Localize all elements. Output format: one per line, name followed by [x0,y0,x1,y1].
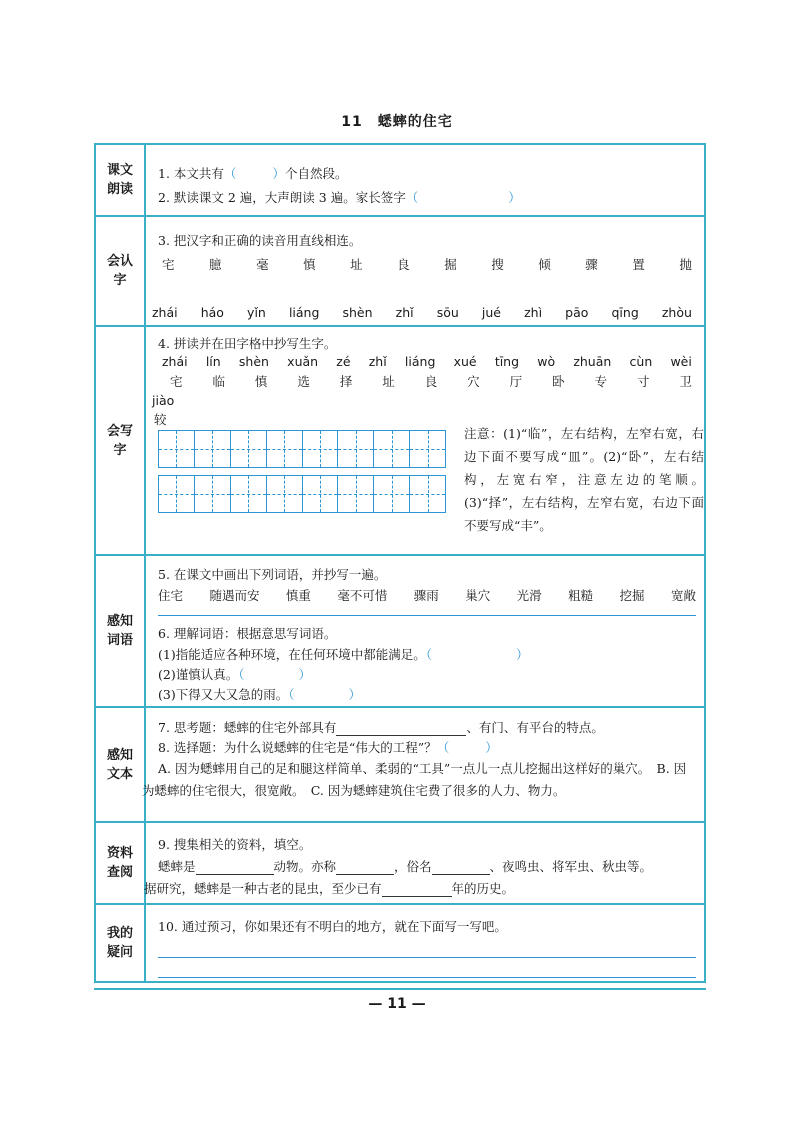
hanzi[interactable]: 良 [397,257,410,272]
section-research [96,823,704,905]
pinyin[interactable]: zhì [524,305,543,320]
answer-paren-open: （ [405,190,419,205]
hanzi-row [158,255,696,273]
worksheet-table [94,143,706,983]
extra-hanzi: 较 [154,412,167,427]
question-9-line-1: 蟋蟀是 动物。亦称 ，俗名 、夜鸣虫、将军虫、秋虫等。 [158,859,653,874]
pinyin[interactable]: zhǐ [395,305,414,320]
section-label: 感知文本 [96,708,146,821]
pinyin[interactable]: sōu [436,305,459,320]
answer-blank-9-b[interactable] [336,860,394,875]
question-9-line-2: 据研究，蟋蟀是一种古老的昆虫，至少已有 年的历史。 [144,881,515,896]
hanzi[interactable]: 倾 [538,257,551,272]
question-6-1: (1)指能适应各种环境，在任何环境中都能满足。（ ） [158,647,529,662]
section-recognize [96,217,704,327]
hanzi[interactable]: 臆 [209,257,222,272]
section-write [96,327,704,556]
pinyin[interactable]: zhái [152,305,178,320]
section-label: 我的疑问 [96,905,146,981]
pinyin[interactable]: shèn [342,305,373,320]
hanzi[interactable]: 宅 [162,257,175,272]
hanzi[interactable]: 骤 [585,257,598,272]
question-3: 3. 把汉字和正确的读音用直线相连。 [158,233,362,248]
answer-paren-close: ） [272,166,285,181]
pinyin[interactable]: qīng [611,305,639,320]
hanzi[interactable]: 置 [632,257,645,272]
pinyin[interactable]: zhòu [661,305,692,320]
section-words [96,556,704,708]
pinyin[interactable]: jué [481,305,501,320]
section-questions [96,905,704,981]
question-6: 6. 理解词语：根据意思写词语。 [158,626,337,641]
extra-pinyin: jiào [152,393,175,408]
writing-note: 注意：(1)“临”，左右结构，左窄右宽，右边下面不要写成“皿”。(2)“卧”，左右结构，左宽右窄，注意左边的笔顺。(3)“择”，左右结构，左窄右宽，右边下面不要写成“丰”。 [464,426,704,533]
question-writing-line-2[interactable] [158,977,696,978]
question-writing-line-1[interactable] [158,957,696,958]
pinyin[interactable]: háo [200,305,224,320]
hanzi[interactable]: 毫 [256,257,269,272]
answer-blank-9-c[interactable] [432,860,490,875]
question-9: 9. 搜集相关的资料，填空。 [158,837,312,852]
hanzi[interactable]: 抛 [679,257,692,272]
question-5: 5. 在课文中画出下列词语，并抄写一遍。 [158,567,387,582]
tianzige-grid-2[interactable] [158,475,446,513]
copy-writing-line[interactable] [158,615,696,616]
answer-blank-7[interactable] [336,721,466,736]
hanzi[interactable]: 掘 [444,257,457,272]
question-6-3: (3)下得又大又急的雨。（ ） [158,687,361,702]
section-text [96,708,704,823]
answer-paren-close: ） [508,190,521,205]
answer-blank-9-d[interactable] [382,882,452,897]
page-title: 11 蟋蟀的住宅 [341,114,453,130]
answer-blank-9-a[interactable] [196,860,274,875]
hanzi[interactable]: 慎 [303,257,316,272]
question-8: 8. 选择题：为什么说蟋蟀的住宅是“伟大的工程”？（ ） [158,740,498,755]
answer-paren-open: （ [223,166,237,181]
question-4: 4. 拼读并在田字格中抄写生字。 [158,336,337,351]
question-1: 1. 本文共有（ ）个自然段。 [158,166,348,181]
tianzige-grid-1[interactable] [158,430,446,468]
pinyin-row [148,305,696,320]
question-2: 2. 默读课文 2 遍，大声朗读 3 遍。家长签字（ ） [158,190,521,205]
question-6-2: (2)谨慎认真。（ ） [158,667,311,682]
write-hanzi-row: 宅 临 慎 选 择 址 良 穴 厅 卧 专 寸 卫 [170,374,692,389]
section-label: 资料查阅 [96,823,146,903]
pinyin[interactable]: yǐn [247,305,266,320]
question-7: 7. 思考题：蟋蟀的住宅外部具有 、有门、有平台的特点。 [158,720,604,735]
section-label: 会认字 [96,217,146,325]
hanzi[interactable]: 搜 [491,257,504,272]
question-10: 10. 通过预习，你如果还有不明白的地方，就在下面写一写吧。 [158,919,507,934]
section-reading [96,145,704,217]
write-pinyin-row: zhái lín shèn xuǎn zé zhǐ liáng xué tīng wò zhuān cùn wèi [162,354,692,369]
page-number: — 11 — [368,996,426,1012]
section-label: 课文朗读 [96,145,146,215]
word-list: 住宅 随遇而安 慎重 毫不可惜 骤雨 巢穴 光滑 粗糙 挖掘 宽敞 [158,588,696,603]
section-label: 会写字 [96,327,146,554]
pinyin[interactable]: liáng [288,305,320,320]
section-label: 感知词语 [96,556,146,706]
hanzi[interactable]: 址 [350,257,363,272]
bottom-rule [94,988,706,990]
pinyin[interactable]: pāo [565,305,589,320]
question-8-options: A. 因为蟋蟀用自己的足和腿这样简单、柔弱的“工具”一点儿一点儿挖掘出这样好的巢穴。 B. 因为蟋蟀的住宅很大，很宽敞。 C. 因为蟋蟀建筑住宅费了很多的人力、物力。 [142,761,687,798]
